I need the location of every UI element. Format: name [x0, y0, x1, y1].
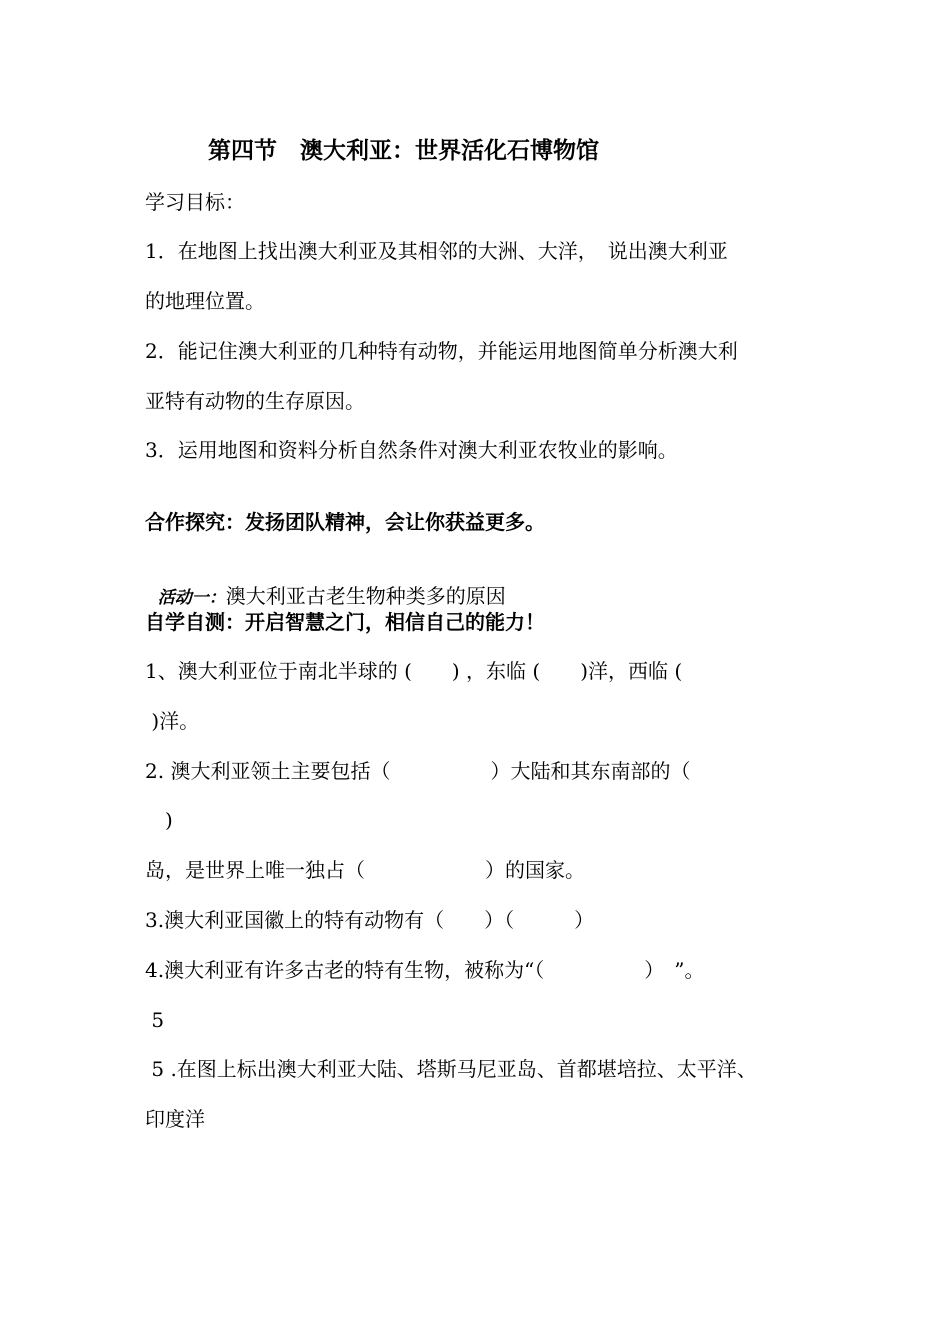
question-line: 岛，是世界上唯一独占（ ）的国家。 — [145, 858, 585, 882]
page-title: 第四节 澳大利亚：世界活化石博物馆 — [208, 138, 599, 164]
question-line: 5 .在图上标出澳大利亚大陆、塔斯马尼亚岛、首都堪培拉、太平洋、 — [145, 1057, 757, 1081]
objective-line: 2．能记住澳大利亚的几种特有动物，并能运用地图简单分析澳大利 — [145, 339, 738, 363]
question-line: 印度洋 — [145, 1107, 205, 1131]
objectives-heading: 学习目标： — [145, 190, 245, 214]
question-line: 5 — [145, 1008, 165, 1032]
question-line: 3.澳大利亚国徽上的特有动物有（ ）（ ） — [145, 908, 595, 932]
objective-line: 的地理位置。 — [145, 289, 265, 313]
objective-line: 1．在地图上找出澳大利亚及其相邻的大洲、大洋， 说出澳大利亚 — [145, 239, 728, 263]
objective-line: 亚特有动物的生存原因。 — [145, 389, 365, 413]
activity-text: 澳大利亚古老生物种类多的原因 — [225, 584, 506, 608]
activity-line — [145, 560, 506, 610]
question-line: ) — [145, 808, 173, 832]
question-line: 2. 澳大利亚领土主要包括（ ）大陆和其东南部的（ — [145, 759, 691, 783]
question-line: 4.澳大利亚有许多古老的特有生物，被称为“（ ） ”。 — [145, 958, 705, 982]
question-line: 1、澳大利亚位于南北半球的 ( ) ，东临 ( )洋，西临 ( — [145, 659, 683, 683]
question-line: )洋。 — [145, 709, 200, 733]
activity-label: 活动一： — [157, 588, 226, 608]
self-test-heading: 自学自测：开启智慧之门，相信自己的能力！ — [145, 610, 545, 634]
objective-line: 3．运用地图和资料分析自然条件对澳大利亚农牧业的影响。 — [145, 438, 678, 462]
cooperation-heading: 合作探究：发扬团队精神，会让你获益更多。 — [145, 510, 545, 534]
